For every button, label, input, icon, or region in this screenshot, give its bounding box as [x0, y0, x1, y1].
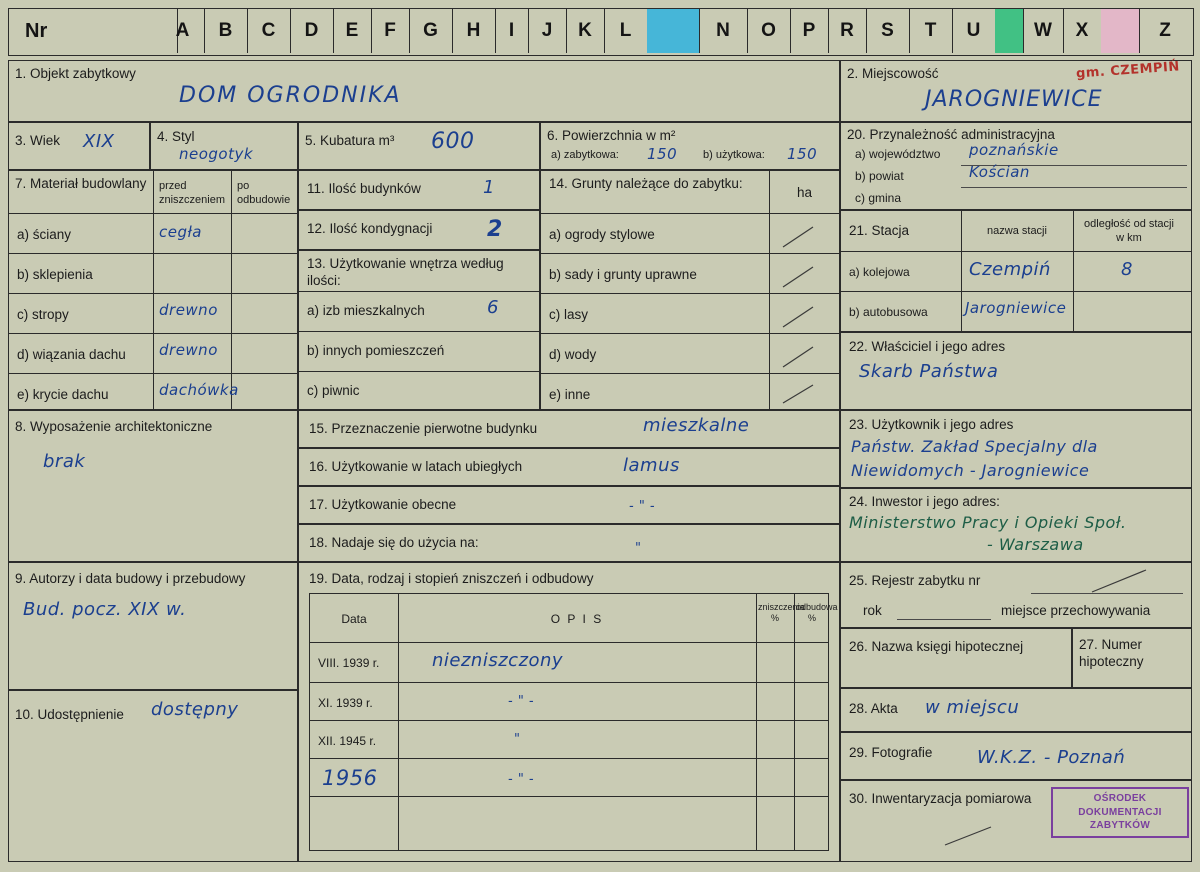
field-15-label: [309, 421, 537, 437]
field-19-caption: Data, rodzaj i stopień zniszczeń i odbudowy: [331, 571, 594, 586]
field-14a-label: a) ogrody stylowe: [549, 227, 655, 242]
field-7-row-sep-2: [9, 293, 297, 294]
alpha-letter: P: [802, 20, 816, 41]
field-14-grunty[interactable]: [540, 170, 840, 410]
archive-stamp: [1051, 787, 1189, 838]
field-8-wyposazenie[interactable]: [8, 410, 298, 562]
archive-stamp-line3: ZABYTKÓW: [1089, 820, 1151, 831]
field-21-col1-sep: [961, 211, 962, 331]
alpha-cell-U[interactable]: [952, 9, 996, 53]
field-7c-label: c) stropy: [17, 307, 69, 322]
field-7b-label: b) sklepienia: [17, 267, 93, 282]
field-12-value: 2: [487, 217, 503, 242]
field-3-value: XIX: [83, 131, 115, 152]
alpha-letter: U: [966, 20, 981, 41]
field-21-col-b-header: nazwa stacji: [987, 225, 1047, 237]
field-18-number: 18.: [309, 535, 328, 550]
field-16-uzytkowanie-ubiegle[interactable]: [298, 448, 840, 486]
field-9-caption: Autorzy i data budowy i przebudowy: [29, 571, 246, 586]
field-20-administracja[interactable]: [840, 122, 1192, 210]
field-21-col-c-header: odległość od stacji w km: [1084, 218, 1174, 245]
alpha-cell-K[interactable]: [566, 9, 605, 53]
field-22-wlasciciel[interactable]: [840, 332, 1192, 410]
field-25-rok-rule: [897, 619, 991, 620]
field-23-caption: Użytkownik i jego adres: [871, 417, 1014, 432]
alpha-letter: C: [261, 20, 276, 41]
alpha-letter: D: [304, 20, 319, 41]
field-19-row3-desc: ": [514, 732, 521, 747]
field-3-label: [15, 133, 60, 149]
field-11-label: [307, 181, 421, 197]
field-10-value: dostępny: [151, 699, 239, 720]
alpha-cell-A[interactable]: [161, 9, 205, 53]
field-19-col-opis-sep: [756, 594, 757, 850]
field-19-col-data-sep: [398, 594, 399, 850]
field-10-number: 10.: [15, 707, 34, 722]
field-10-udostepnienie[interactable]: [8, 690, 298, 862]
field-11-value: 1: [483, 177, 495, 198]
field-13-sep-1: [299, 291, 539, 292]
field-5-number: 5.: [305, 133, 317, 148]
field-16-value: lamus: [623, 455, 680, 476]
alpha-cell-W-text[interactable]: [1023, 9, 1064, 53]
field-7-caption: Materiał budowlany: [30, 176, 147, 191]
field-26-number: 26.: [849, 639, 868, 654]
field-25-rok-label: rok: [863, 603, 882, 618]
alphabet-index-bar: [8, 8, 1194, 56]
field-17-uzytkowanie-obecne[interactable]: [298, 486, 840, 524]
field-22-value: Skarb Państwa: [859, 361, 999, 382]
field-19-header-data: Data: [341, 612, 367, 626]
field-21-col2-sep: [1073, 211, 1074, 331]
field-11-number: 11.: [307, 181, 325, 196]
field-19-header-znisz: zniszczenia %: [758, 602, 805, 624]
field-22-caption: Właściciel i jego adres: [871, 339, 1006, 354]
field-7-row-sep-4: [9, 373, 297, 374]
archive-stamp-line1: OŚRODEK: [1093, 793, 1147, 804]
alpha-letter: R: [840, 20, 854, 41]
field-27-numer-hipoteczny[interactable]: [1072, 628, 1192, 688]
alpha-cell-Y[interactable]: [1101, 9, 1140, 53]
field-6a-label: a) zabytkowa:: [551, 149, 619, 161]
field-25-label: [849, 573, 980, 589]
alpha-letter: W: [1034, 20, 1052, 41]
field-14-number: 14.: [549, 176, 568, 191]
field-7d-value: drewno: [159, 341, 218, 359]
field-19-header-opis: O P I S: [550, 612, 604, 626]
field-21a-label: a) kolejowa: [849, 265, 910, 279]
alpha-letter: A: [175, 20, 190, 41]
field-7-label: [15, 176, 156, 192]
field-19-row3-date: XII. 1945 r.: [318, 734, 377, 748]
field-28-value: w miejscu: [925, 697, 1020, 718]
field-18-nadaje-sie[interactable]: [298, 524, 840, 562]
field-7e-label: e) krycie dachu: [17, 387, 109, 402]
field-30-label: [849, 791, 1031, 807]
field-19-row4-date: 1956: [322, 766, 378, 790]
field-1-caption: Objekt zabytkowy: [30, 66, 136, 81]
alpha-letter: I: [508, 20, 515, 41]
field-14-caption: Grunty należące do zabytku:: [571, 176, 743, 191]
field-5-value: 600: [431, 129, 475, 154]
field-2-caption: Miejscowość: [862, 66, 939, 81]
field-4-number: 4.: [157, 129, 169, 144]
field-19-number: 19.: [309, 571, 328, 586]
field-24-caption: Inwestor i jego adres:: [871, 494, 1000, 509]
field-6a-value: 150: [647, 145, 678, 163]
alpha-letter: T: [924, 20, 937, 41]
field-16-caption: Użytkowanie w latach ubiegłych: [331, 459, 523, 474]
field-2-number: 2.: [847, 66, 859, 81]
alpha-cell-R[interactable]: [828, 9, 867, 53]
field-12-number: 12.: [307, 221, 326, 236]
field-26-ksiega-hipoteczna[interactable]: [840, 628, 1072, 688]
field-25-number: 25.: [849, 573, 868, 588]
field-3-number: 3.: [15, 133, 27, 148]
field-15-caption: Przeznaczenie pierwotne budynku: [331, 421, 538, 436]
field-4-label: [157, 129, 195, 145]
field-17-label: [309, 497, 456, 513]
alpha-cell-J[interactable]: [528, 9, 567, 53]
field-4-styl[interactable]: [150, 122, 298, 170]
field-8-value: brak: [43, 451, 86, 472]
alpha-cell-X[interactable]: [1063, 9, 1102, 53]
field-13-number: 13.: [307, 256, 326, 271]
field-14-ha-header: ha: [797, 185, 813, 200]
alpha-cell-P[interactable]: [790, 9, 829, 53]
field-17-value: - " -: [629, 499, 656, 514]
field-18-label: [309, 535, 479, 551]
field-13-caption: Użytkowanie wnętrza według ilości:: [307, 256, 504, 288]
alpha-letter: S: [881, 20, 894, 41]
field-22-label: [849, 339, 1005, 355]
field-13a-label: a) izb mieszkalnych: [307, 303, 425, 318]
field-23-label: [849, 417, 1013, 433]
alpha-cell-B[interactable]: [204, 9, 248, 53]
alpha-cell-M[interactable]: [647, 9, 700, 53]
field-30-caption: Inwentaryzacja pomiarowa: [871, 791, 1032, 806]
field-26-label: [849, 639, 1023, 655]
field-7d-label: d) wiązania dachu: [17, 347, 126, 362]
alpha-letter: H: [466, 20, 481, 41]
field-23-uzytkownik[interactable]: [840, 410, 1192, 488]
field-24-value-line2: - Warszawa: [987, 535, 1084, 554]
field-21-header-sep: [841, 251, 1191, 252]
field-27-number: 27.: [1079, 637, 1098, 652]
alpha-cell-N[interactable]: [699, 9, 748, 53]
field-25-pen-stroke: [1088, 566, 1158, 596]
field-25-caption: Rejestr zabytku nr: [871, 573, 981, 588]
field-20a-label: a) województwo: [855, 147, 941, 161]
alpha-letter: B: [218, 20, 233, 41]
field-8-caption: Wyposażenie architektoniczne: [30, 419, 213, 434]
field-21-label: [849, 223, 909, 239]
archive-stamp-line2: DOKUMENTACJI: [1078, 806, 1162, 818]
field-7-col-b-header: po odbudowie: [237, 180, 291, 207]
field-29-label: [849, 745, 932, 761]
field-24-number: 24.: [849, 494, 868, 509]
field-3-caption: Wiek: [30, 133, 61, 148]
alpha-cell-F[interactable]: [371, 9, 410, 53]
field-19-col-znisz-sep: [794, 594, 795, 850]
field-11-caption: Ilość budynków: [328, 181, 421, 196]
field-30-number: 30.: [849, 791, 868, 806]
field-10-caption: Udostępnienie: [37, 707, 124, 722]
field-7-col-a-header: przed zniszczeniem: [159, 180, 226, 207]
field-5-label: [305, 133, 394, 149]
field-19-znszczenia-table[interactable]: [298, 562, 840, 862]
field-20-caption: Przynależność administracyjna: [869, 127, 1055, 142]
field-2-label: [847, 66, 939, 82]
field-1-number: 1.: [15, 66, 27, 81]
field-23-value-line2: Niewidomych - Jarogniewice: [851, 461, 1090, 480]
alpha-cell-E[interactable]: [333, 9, 372, 53]
alpha-letter: F: [384, 20, 396, 41]
field-6-caption: Powierzchnia w m²: [562, 128, 676, 143]
field-11-ilosc-budynkow[interactable]: [298, 170, 540, 210]
field-19-row4-desc: - " -: [508, 772, 535, 787]
field-29-number: 29.: [849, 745, 868, 760]
alpha-letter: G: [423, 20, 438, 41]
field-28-number: 28.: [849, 701, 868, 716]
field-7a-label: a) ściany: [17, 227, 72, 242]
alpha-cell-C[interactable]: [247, 9, 291, 53]
field-14c-label: c) lasy: [549, 307, 589, 322]
field-21b-label: b) autobusowa: [849, 305, 928, 319]
alpha-cell-I[interactable]: [495, 9, 529, 53]
field-19-row-sep-2: [310, 720, 828, 721]
field-7-row-sep-1: [9, 253, 297, 254]
field-19-label: [309, 571, 593, 587]
field-17-number: 17.: [309, 497, 328, 512]
field-26-caption: Nazwa księgi hipotecznej: [871, 639, 1024, 654]
field-5-caption: Kubatura m³: [320, 133, 395, 148]
alpha-cell-L[interactable]: [604, 9, 648, 53]
field-28-akta[interactable]: [840, 688, 1192, 732]
field-3-wiek[interactable]: [8, 122, 150, 170]
alpha-letter: N: [716, 20, 730, 41]
nr-label: Nr: [9, 9, 178, 53]
field-21-caption: Stacja: [871, 223, 910, 238]
field-5-kubatura[interactable]: [298, 122, 540, 170]
field-4-caption: Styl: [172, 129, 195, 144]
field-7e-value: dachówka: [159, 381, 239, 399]
alpha-cell-W[interactable]: [995, 9, 1024, 53]
field-13c-label: c) piwnic: [307, 383, 360, 398]
field-27-label: [1079, 637, 1189, 671]
alpha-cell-D[interactable]: [290, 9, 334, 53]
field-21b-station: Jarogniewice: [965, 299, 1067, 317]
field-24-value-line1: Ministerstwo Pracy i Opieki Społ.: [849, 513, 1127, 532]
field-13b-label: b) innych pomieszczeń: [307, 343, 445, 358]
field-12-label: [307, 221, 432, 237]
field-18-value: ": [635, 541, 642, 556]
field-30-dash-mark: [941, 823, 1001, 849]
alpha-cell-S[interactable]: [866, 9, 910, 53]
field-24-inwestor[interactable]: [840, 488, 1192, 562]
field-16-label: [309, 459, 522, 475]
field-27-caption: Numer hipoteczny: [1079, 637, 1144, 669]
field-8-number: 8.: [15, 419, 27, 434]
field-9-value: Bud. pocz. XIX w.: [23, 599, 187, 620]
field-20-number: 20.: [847, 127, 866, 142]
field-13-uzytkowanie-wnetrza[interactable]: [298, 250, 540, 410]
alpha-letter: K: [578, 20, 592, 41]
alpha-cell-T[interactable]: [909, 9, 953, 53]
alpha-letter: X: [1075, 20, 1089, 41]
field-19-table: [309, 593, 838, 851]
field-14d-label: d) wody: [549, 347, 597, 362]
field-23-value-line1: Państw. Zakład Specjalny dla: [851, 437, 1098, 456]
field-7-header-sep: [9, 213, 297, 214]
field-7c-value: drewno: [159, 301, 218, 319]
field-12-caption: Ilość kondygnacji: [329, 221, 433, 236]
field-14-label: [549, 176, 749, 193]
field-15-number: 15.: [309, 421, 328, 436]
field-6b-label: b) użytkowa:: [703, 149, 765, 161]
field-20b-value: Kościan: [969, 163, 1030, 181]
field-7-material[interactable]: [8, 170, 298, 410]
field-2-value: JAROGNIEWICE: [925, 87, 1103, 112]
field-19-row-sep-1: [310, 682, 828, 683]
field-28-caption: Akta: [870, 701, 898, 716]
field-20b-label: b) powiat: [855, 169, 904, 183]
field-9-number: 9.: [15, 571, 27, 586]
field-20c-label: c) gmina: [855, 191, 902, 205]
field-28-label: [849, 701, 898, 717]
field-6b-value: 150: [787, 145, 818, 163]
field-20a-value: poznańskie: [969, 141, 1059, 159]
field-19-header-sep: [310, 642, 828, 643]
field-6-powierzchnia[interactable]: [540, 122, 840, 170]
field-1-objekt[interactable]: [8, 60, 840, 122]
field-14-ha-marks: [769, 213, 839, 409]
field-9-autorzy[interactable]: [8, 562, 298, 690]
field-29-fotografie[interactable]: [840, 732, 1192, 780]
field-20b-rule: [961, 187, 1187, 188]
field-7-row-sep-3: [9, 333, 297, 334]
field-21-number: 21.: [849, 223, 868, 238]
field-25-miejsce-label: miejsce przechowywania: [1001, 603, 1151, 618]
field-19-row2-date: XI. 1939 r.: [318, 696, 373, 710]
field-13-label: [307, 256, 533, 290]
field-19-row-sep-4: [310, 796, 828, 797]
field-14b-label: b) sady i grunty uprawne: [549, 267, 697, 282]
field-2-miejscowosc[interactable]: [840, 60, 1192, 122]
field-19-row1-date: VIII. 1939 r.: [318, 656, 380, 670]
field-13a-value: 6: [487, 297, 499, 318]
field-1-value: DOM OGRODNIKA: [179, 83, 402, 108]
field-14e-label: e) inne: [549, 387, 591, 402]
alpha-letter: Z: [1159, 20, 1171, 41]
alpha-letter: E: [345, 20, 359, 41]
field-17-caption: Użytkowanie obecne: [331, 497, 457, 512]
field-21a-distance: 8: [1121, 259, 1133, 280]
field-30-inwentaryzacja[interactable]: [840, 780, 1192, 862]
field-19-row1-desc: niezniszczony: [432, 650, 564, 671]
field-6-number: 6.: [547, 128, 559, 143]
field-1-label: [15, 66, 136, 82]
field-12-ilosc-kondygnacji[interactable]: [298, 210, 540, 250]
field-4-value: neogotyk: [179, 145, 254, 163]
field-2-gmina-stamp: gm. CZEMPIŃ: [1075, 59, 1181, 82]
alpha-cell-Z[interactable]: [1139, 9, 1191, 53]
field-29-caption: Fotografie: [871, 745, 933, 760]
field-19-row-sep-3: [310, 758, 828, 759]
field-23-number: 23.: [849, 417, 868, 432]
field-19-header-odbud: odbudowa %: [796, 602, 838, 624]
alpha-cell-O[interactable]: [747, 9, 791, 53]
field-18-caption: Nadaje się do użycia na:: [331, 535, 479, 550]
alpha-letter: L: [619, 20, 632, 41]
field-9-label: [15, 571, 295, 587]
field-15-przeznaczenie[interactable]: [298, 410, 840, 448]
field-7-number: 7.: [15, 176, 27, 191]
alpha-letter: O: [761, 20, 776, 41]
field-7a-value: cegła: [159, 223, 202, 241]
alpha-cell-H[interactable]: [452, 9, 496, 53]
field-21-row-sep: [841, 291, 1191, 292]
field-16-number: 16.: [309, 459, 328, 474]
field-19-row2-desc: - " -: [508, 694, 535, 709]
field-21a-station: Czempiń: [969, 259, 1051, 280]
field-10-label: [15, 707, 124, 723]
field-8-label: [15, 419, 212, 435]
field-29-value: W.K.Z. - Poznań: [977, 747, 1126, 768]
alpha-cell-G[interactable]: [409, 9, 453, 53]
field-21-stacja[interactable]: [840, 210, 1192, 332]
field-6-label: [547, 128, 675, 144]
field-13-sep-3: [299, 371, 539, 372]
alpha-letter: J: [541, 20, 553, 41]
field-13-sep-2: [299, 331, 539, 332]
field-24-label: [849, 494, 1000, 510]
field-22-number: 22.: [849, 339, 868, 354]
field-15-value: mieszkalne: [643, 415, 750, 436]
